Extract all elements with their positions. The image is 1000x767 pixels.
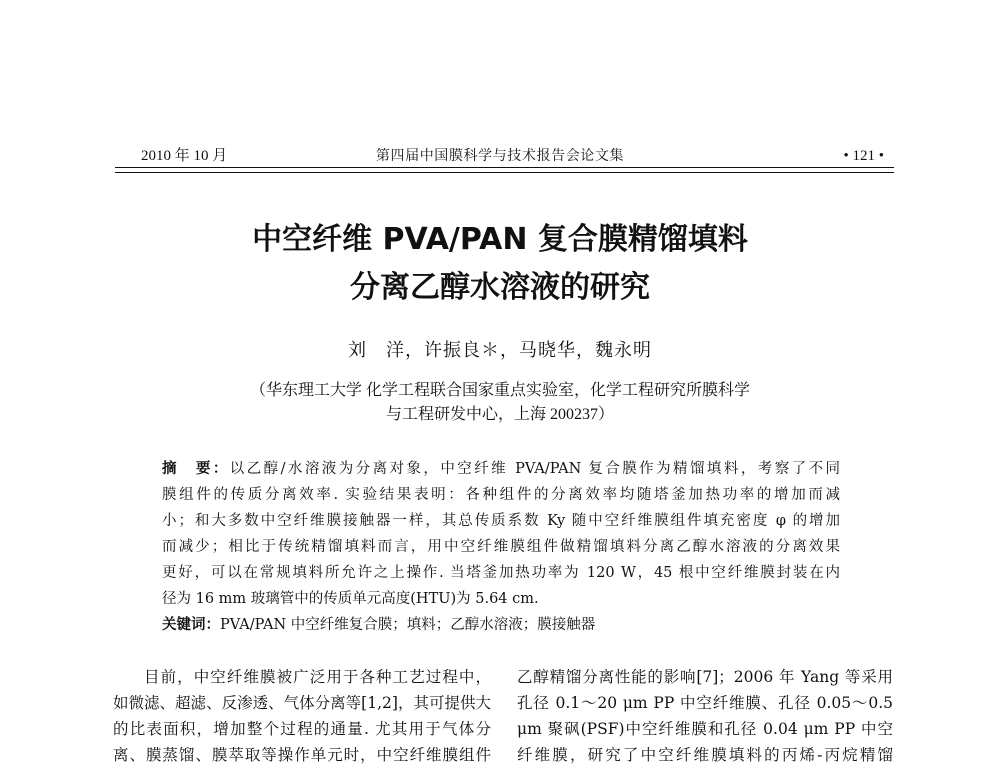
body-left-line: 的比表面积，增加整个过程的通量. 尤其用于气体分 <box>113 720 491 738</box>
header-rule-thin <box>115 172 894 173</box>
abstract-label: 摘 要： <box>162 461 230 477</box>
abstract-line: 径为 16 mm 玻璃管中的传质单元高度(HTU)为 5.64 cm. <box>162 591 539 607</box>
header-date: 2010 年 10 月 <box>141 148 228 164</box>
abstract-line: 更好，可以在常规填料所允许之上操作. 当塔釜加热功率为 120 W，45 根中空纤维膜封装在内 <box>162 565 840 581</box>
header-page-number: • 121 • <box>843 148 884 164</box>
affiliation-line-1: （华东理工大学 化学工程联合国家重点实验室，化学工程研究所膜科学 <box>249 382 750 399</box>
header-proceedings-title: 第四届中国膜科学与技术报告会论文集 <box>375 148 625 164</box>
keywords-line <box>162 613 840 637</box>
body-left-line: 目前，中空纤维膜被广泛用于各种工艺过程中， <box>144 668 491 686</box>
abstract-line: 膜组件的传质分离效率. 实验结果表明：各种组件的分离效率均随塔釜加热功率的增加而减 <box>162 487 840 503</box>
abstract-text: 以乙醇/水溶液为分离对象，中空纤维 PVA/PAN 复合膜作为精馏填料，考察了不同 <box>229 461 840 477</box>
body-right-line: 乙醇精馏分离性能的影响[7]；2006 年 Yang 等采用 <box>517 668 893 686</box>
body-right-line: 孔径 0.1～20 μm PP 中空纤维膜、孔径 0.05～0.5 <box>517 694 893 712</box>
affiliation-line-2: 与工程研发中心，上海 200237） <box>385 406 614 423</box>
paper-title-line-1: 中空纤维 PVA/PAN 复合膜精馏填料 <box>252 222 748 257</box>
body-right-line: 纤维膜，研究了中空纤维膜填料的丙烯-丙烷精馏 <box>517 746 893 764</box>
body-left-line: 离、膜蒸馏、膜萃取等操作单元时，中空纤维膜组件 <box>113 746 491 764</box>
keywords-label: 关键词： <box>162 617 220 633</box>
header-rule-thick <box>115 167 894 168</box>
abstract-line: 小；和大多数中空纤维膜接触器一样，其总传质系数 Ky 随中空纤维膜组件填充密度 φ 的增加 <box>162 513 840 529</box>
authors: 刘 洋，许振良＊，马晓华，魏永明 <box>348 340 652 361</box>
paper-title-line-2: 分离乙醇水溶液的研究 <box>350 270 650 305</box>
abstract-line: 而减少；相比于传统精馏填料而言，用中空纤维膜组件做精馏填料分离乙醇水溶液的分离效果 <box>162 539 840 555</box>
keywords-text: PVA/PAN 中空纤维复合膜；填料；乙醇水溶液；膜接触器 <box>220 617 596 633</box>
body-right-line: μm 聚砜(PSF)中空纤维膜和孔径 0.04 μm PP 中空 <box>517 720 893 738</box>
abstract-line <box>162 457 840 481</box>
body-left-line: 如微滤、超滤、反渗透、气体分离等[1,2]，其可提供大 <box>113 694 491 712</box>
